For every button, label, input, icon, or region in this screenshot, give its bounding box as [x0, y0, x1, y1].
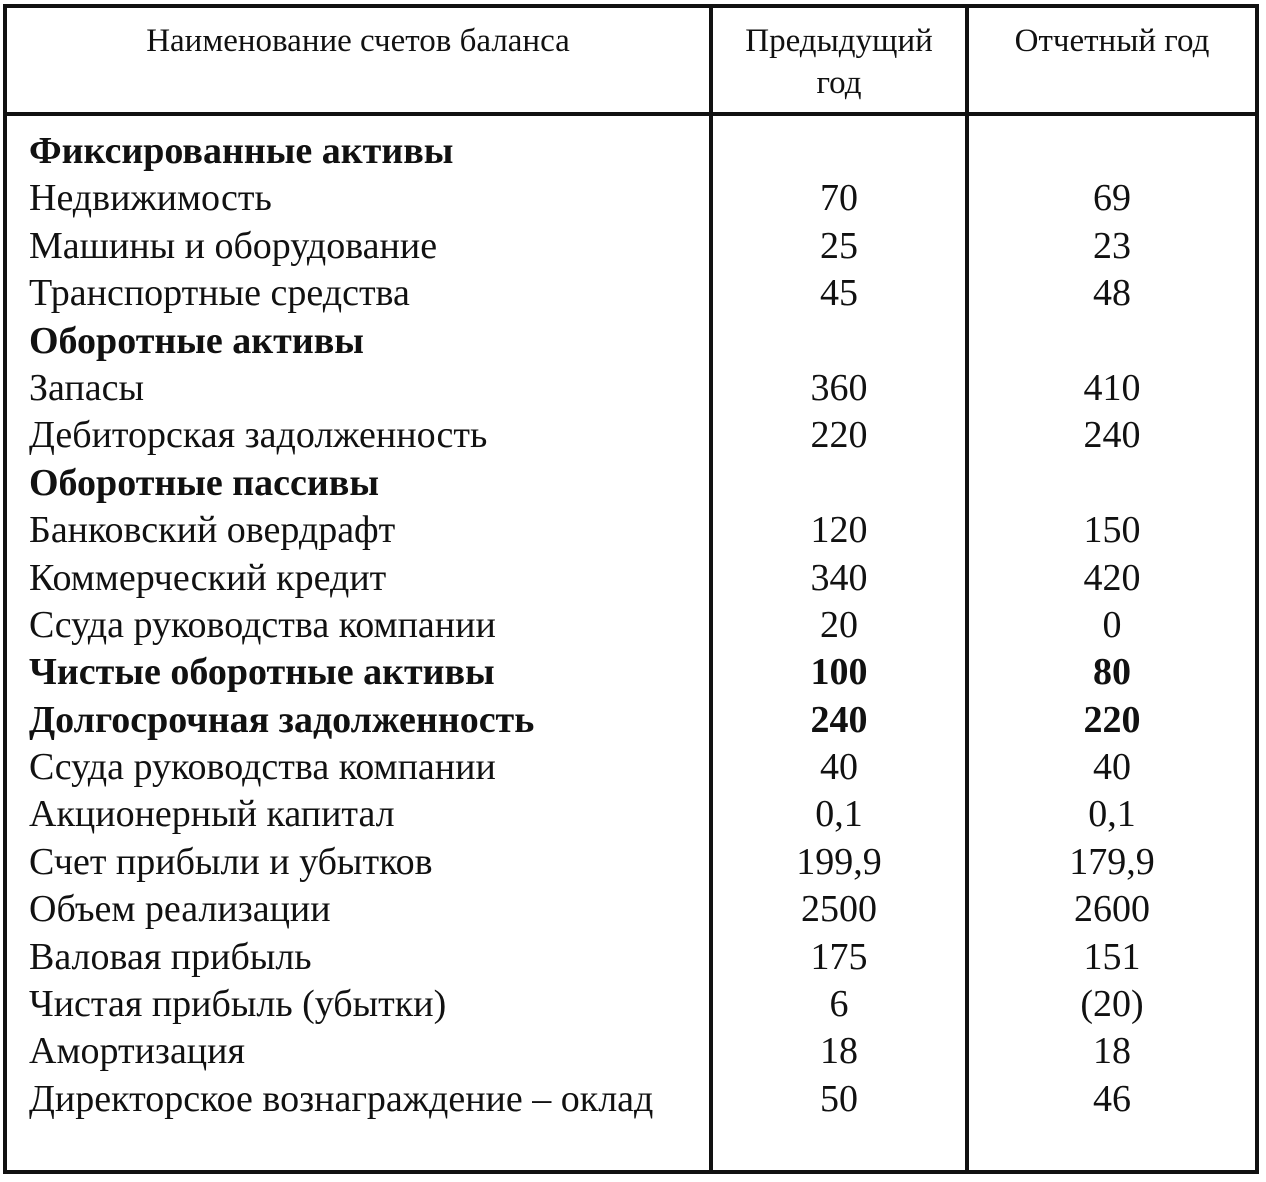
header-previous-year [713, 8, 965, 112]
table-row [7, 223, 1255, 270]
row-account-name: Долгосрочная задолженность [29, 698, 535, 741]
row-account-name: Фиксированные активы [29, 130, 454, 172]
row-account-name: Чистая прибыль (убытки) [29, 983, 447, 1026]
table-row [7, 886, 1255, 933]
row-current-value: 410 [1083, 366, 1141, 409]
row-current-value: 2600 [1074, 888, 1150, 931]
row-previous-value: 120 [810, 509, 868, 552]
header-previous-year-line2: год [816, 65, 862, 101]
table-row [7, 128, 1255, 175]
row-previous-value: 360 [810, 366, 868, 409]
row-previous-value: 0,1 [815, 793, 863, 836]
table-row [7, 744, 1255, 791]
table-row [7, 649, 1255, 696]
row-previous-value: 2500 [801, 888, 877, 931]
row-current-value: 69 [1093, 177, 1131, 220]
row-account-name: Недвижимость [29, 177, 272, 220]
table-row [7, 791, 1255, 838]
row-current-value: 240 [1083, 414, 1141, 457]
row-current-value: 0,1 [1088, 793, 1136, 836]
row-previous-value: 40 [820, 746, 858, 789]
header-account-name: Наименование счетов баланса [146, 23, 570, 59]
row-account-name: Оборотные пассивы [29, 461, 379, 504]
row-account-name: Счет прибыли и убытков [29, 840, 433, 883]
row-account-name: Объем реализации [29, 888, 331, 931]
row-previous-value: 50 [820, 1077, 858, 1120]
table-row [7, 602, 1255, 649]
row-account-name: Директорское вознаграждение – оклад [29, 1077, 654, 1120]
row-previous-value: 18 [820, 1030, 858, 1073]
row-account-name: Валовая прибыль [29, 935, 312, 978]
row-current-value: 150 [1083, 509, 1141, 552]
row-account-name: Коммерческий кредит [29, 556, 387, 599]
table-row [7, 412, 1255, 459]
row-account-name: Банковский овердрафт [29, 509, 396, 552]
row-account-name: Ссуда руководства компании [29, 603, 496, 646]
row-current-value: 0 [1102, 603, 1122, 646]
row-current-value: 40 [1093, 746, 1131, 789]
header-current-year: Отчетный год [1014, 23, 1210, 59]
row-current-value: 23 [1093, 224, 1131, 267]
row-current-value: 151 [1083, 935, 1141, 978]
row-current-value: 220 [1083, 698, 1141, 741]
row-account-name: Оборотные активы [29, 319, 364, 362]
row-previous-value: 220 [810, 414, 868, 457]
table-row [7, 934, 1255, 981]
row-current-value: 48 [1093, 272, 1131, 315]
row-current-value: 179,9 [1069, 840, 1155, 883]
table-row [7, 365, 1255, 412]
row-current-value: 420 [1083, 556, 1141, 599]
row-previous-value: 6 [829, 983, 849, 1026]
row-previous-value: 340 [810, 556, 868, 599]
table-row [7, 697, 1255, 744]
row-account-name: Транспортные средства [29, 272, 410, 315]
row-previous-value: 100 [810, 651, 868, 694]
row-account-name: Дебиторская задолженность [29, 414, 488, 457]
row-previous-value: 175 [810, 935, 868, 978]
table-row [7, 318, 1255, 365]
table-row [7, 555, 1255, 602]
table-row [7, 460, 1255, 507]
row-previous-value: 20 [820, 603, 858, 646]
row-account-name: Амортизация [29, 1030, 245, 1073]
table-header [7, 8, 1255, 116]
header-previous-year-line1: Предыдущий [745, 23, 933, 59]
balance-table [3, 4, 1259, 1174]
row-account-name: Ссуда руководства компании [29, 746, 496, 789]
table-row [7, 507, 1255, 554]
row-current-value: 80 [1093, 651, 1131, 694]
row-previous-value: 70 [820, 177, 858, 220]
row-account-name: Запасы [29, 366, 145, 409]
table-body [7, 128, 1255, 1171]
row-previous-value: 240 [810, 698, 868, 741]
row-current-value: (20) [1080, 983, 1144, 1026]
table-row [7, 981, 1255, 1028]
table-row [7, 1076, 1255, 1171]
table-row [7, 1028, 1255, 1075]
row-account-name: Машины и оборудование [29, 224, 438, 267]
row-account-name: Чистые оборотные активы [29, 651, 495, 694]
table-row [7, 839, 1255, 886]
row-current-value: 18 [1093, 1030, 1131, 1073]
row-current-value: 46 [1093, 1077, 1131, 1120]
row-previous-value: 45 [820, 272, 858, 315]
table-row [7, 270, 1255, 317]
row-previous-value: 25 [820, 224, 858, 267]
table-row [7, 175, 1255, 222]
row-previous-value: 199,9 [796, 840, 882, 883]
row-account-name: Акционерный капитал [29, 793, 395, 836]
